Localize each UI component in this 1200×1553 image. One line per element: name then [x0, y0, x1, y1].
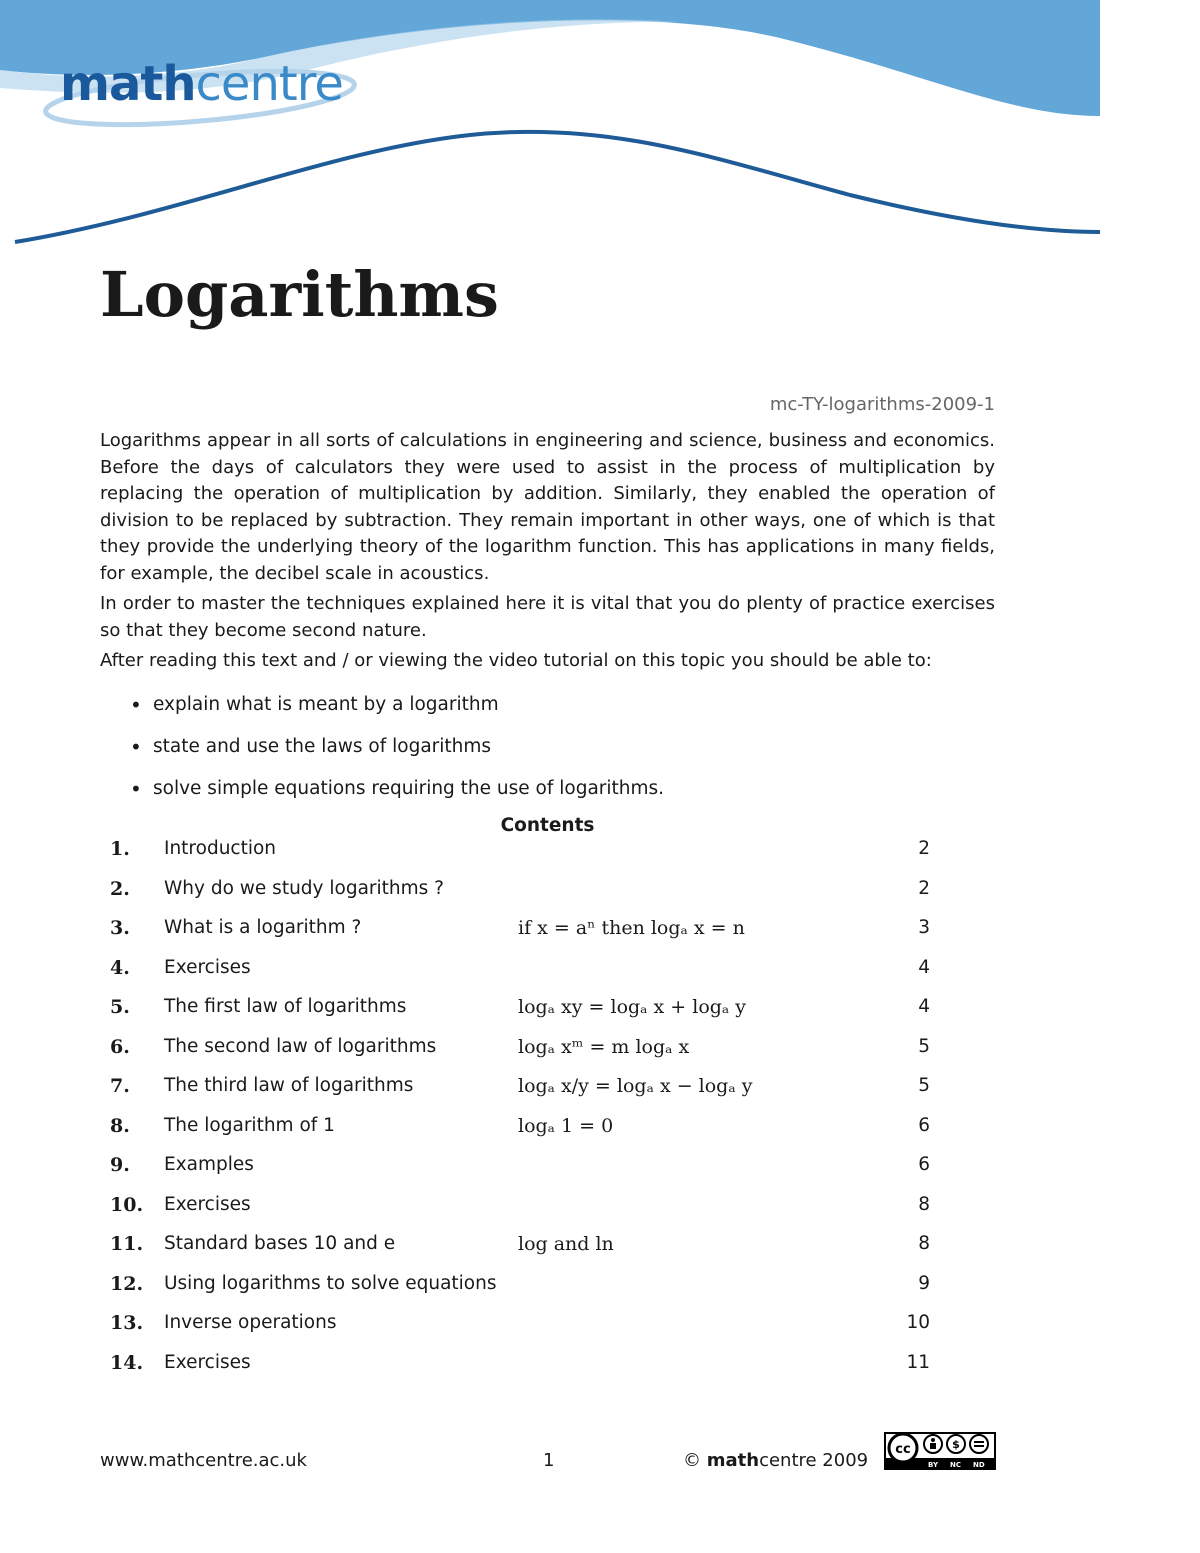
contents-row[interactable] — [100, 878, 930, 918]
footer-url[interactable]: www.mathcentre.ac.uk — [100, 1450, 307, 1471]
contents-row[interactable] — [100, 838, 930, 878]
contents-row[interactable] — [100, 1036, 930, 1076]
contents-row[interactable] — [100, 1312, 930, 1352]
contents-row[interactable] — [100, 957, 930, 997]
section-page: 8 — [918, 1233, 930, 1254]
section-page: 4 — [918, 996, 930, 1017]
section-number: 11. — [110, 1233, 144, 1255]
copyright-icon: © — [683, 1450, 701, 1471]
section-formula: log and ln — [518, 1233, 614, 1255]
table-of-contents — [100, 838, 930, 1391]
cc-license-icon[interactable] — [884, 1432, 996, 1470]
copyright-notice: © mathcentre 2009 — [683, 1450, 869, 1471]
svg-text:$: $ — [952, 1438, 960, 1451]
section-title: The second law of logarithms — [164, 1035, 437, 1057]
contents-row[interactable] — [100, 1075, 930, 1115]
section-number: 7. — [110, 1075, 130, 1097]
section-page: 9 — [918, 1272, 930, 1294]
section-page: 10 — [906, 1312, 930, 1333]
section-number: 8. — [110, 1114, 130, 1137]
section-number: 6. — [110, 1035, 130, 1058]
section-page: 11 — [906, 1351, 930, 1373]
section-title: What is a logarithm ? — [164, 917, 362, 938]
section-formula: logₐ xᵐ = m logₐ x — [518, 1035, 690, 1058]
section-title: The logarithm of 1 — [164, 1114, 335, 1136]
section-title: The third law of logarithms — [164, 1075, 414, 1096]
contents-row[interactable] — [100, 1115, 930, 1155]
section-number: 3. — [110, 917, 130, 939]
page-title: Logarithms — [100, 258, 499, 331]
svg-text:BY: BY — [928, 1461, 939, 1469]
intro-text — [100, 428, 995, 679]
learning-objectives — [130, 693, 664, 819]
section-number: 1. — [110, 838, 130, 860]
list-item: • explain what is meant by a logarithm — [130, 693, 664, 735]
section-title: Standard bases 10 and e — [164, 1233, 396, 1254]
section-formula: if x = aⁿ then logₐ x = n — [518, 917, 745, 939]
svg-text:cc: cc — [895, 1442, 911, 1457]
section-page: 2 — [918, 838, 930, 859]
section-number: 12. — [110, 1272, 144, 1295]
contents-row[interactable] — [100, 917, 930, 957]
section-number: 14. — [110, 1351, 144, 1374]
section-page: 4 — [918, 956, 930, 978]
list-item: • state and use the laws of logarithms — [130, 735, 664, 777]
section-title: Using logarithms to solve equations — [164, 1272, 497, 1294]
section-number: 4. — [110, 956, 130, 979]
section-number: 10. — [110, 1193, 144, 1216]
contents-row[interactable] — [100, 1194, 930, 1234]
section-formula: logₐ xy = logₐ x + logₐ y — [518, 996, 747, 1018]
svg-text:NC: NC — [950, 1461, 961, 1469]
contents-row[interactable] — [100, 1352, 930, 1392]
section-title: Exercises — [164, 956, 251, 978]
contents-row[interactable] — [100, 1154, 930, 1194]
section-number: 9. — [110, 1154, 130, 1176]
section-formula: logₐ x/y = logₐ x − logₐ y — [518, 1075, 753, 1097]
section-page: 8 — [918, 1193, 930, 1215]
section-title: Inverse operations — [164, 1312, 337, 1333]
section-title: Examples — [164, 1154, 254, 1175]
section-title: Exercises — [164, 1193, 251, 1215]
section-page: 5 — [918, 1035, 930, 1057]
section-page: 3 — [918, 917, 930, 938]
section-page: 2 — [918, 877, 930, 899]
contents-row[interactable] — [100, 1273, 930, 1313]
contents-heading: Contents — [500, 815, 595, 836]
header-banner — [0, 0, 1200, 260]
section-page: 6 — [918, 1114, 930, 1136]
contents-row[interactable] — [100, 996, 930, 1036]
paragraph: In order to master the techniques explained here it is vital that you do plenty of practice exercises so that they become second nature. — [100, 593, 995, 641]
section-page: 6 — [918, 1154, 930, 1175]
section-title: Introduction — [164, 838, 277, 859]
mathcentre-logo: mathcentre — [60, 56, 343, 112]
section-page: 5 — [918, 1075, 930, 1096]
document-id: mc-TY-logarithms-2009-1 — [769, 394, 995, 415]
svg-text:ND: ND — [973, 1461, 985, 1469]
paragraph: After reading this text and / or viewing the video tutorial on this topic you should be able to: — [100, 650, 932, 671]
section-title: The first law of logarithms — [164, 996, 407, 1017]
section-title: Why do we study logarithms ? — [164, 877, 444, 899]
section-formula: logₐ 1 = 0 — [518, 1114, 614, 1137]
paragraph: Logarithms appear in all sorts of calculations in engineering and science, business and economics. Before the days of calculators they were used to assist in the process of multiplication by replacing the operation of multiplication by addition. Similarly, they enabled the operation of division to be replaced by subtraction. They remain important in other ways, one of which is that they provide the underlying theory of the logarithm function. This has applications in many fields, for example, the decibel scale in acoustics. — [100, 430, 995, 584]
list-item: • solve simple equations requiring the use of logarithms. — [130, 777, 664, 819]
section-title: Exercises — [164, 1351, 251, 1373]
page-number: 1 — [543, 1450, 555, 1471]
section-number: 2. — [110, 877, 130, 900]
contents-row[interactable] — [100, 1233, 930, 1273]
section-number: 5. — [110, 996, 130, 1018]
section-number: 13. — [110, 1312, 144, 1334]
